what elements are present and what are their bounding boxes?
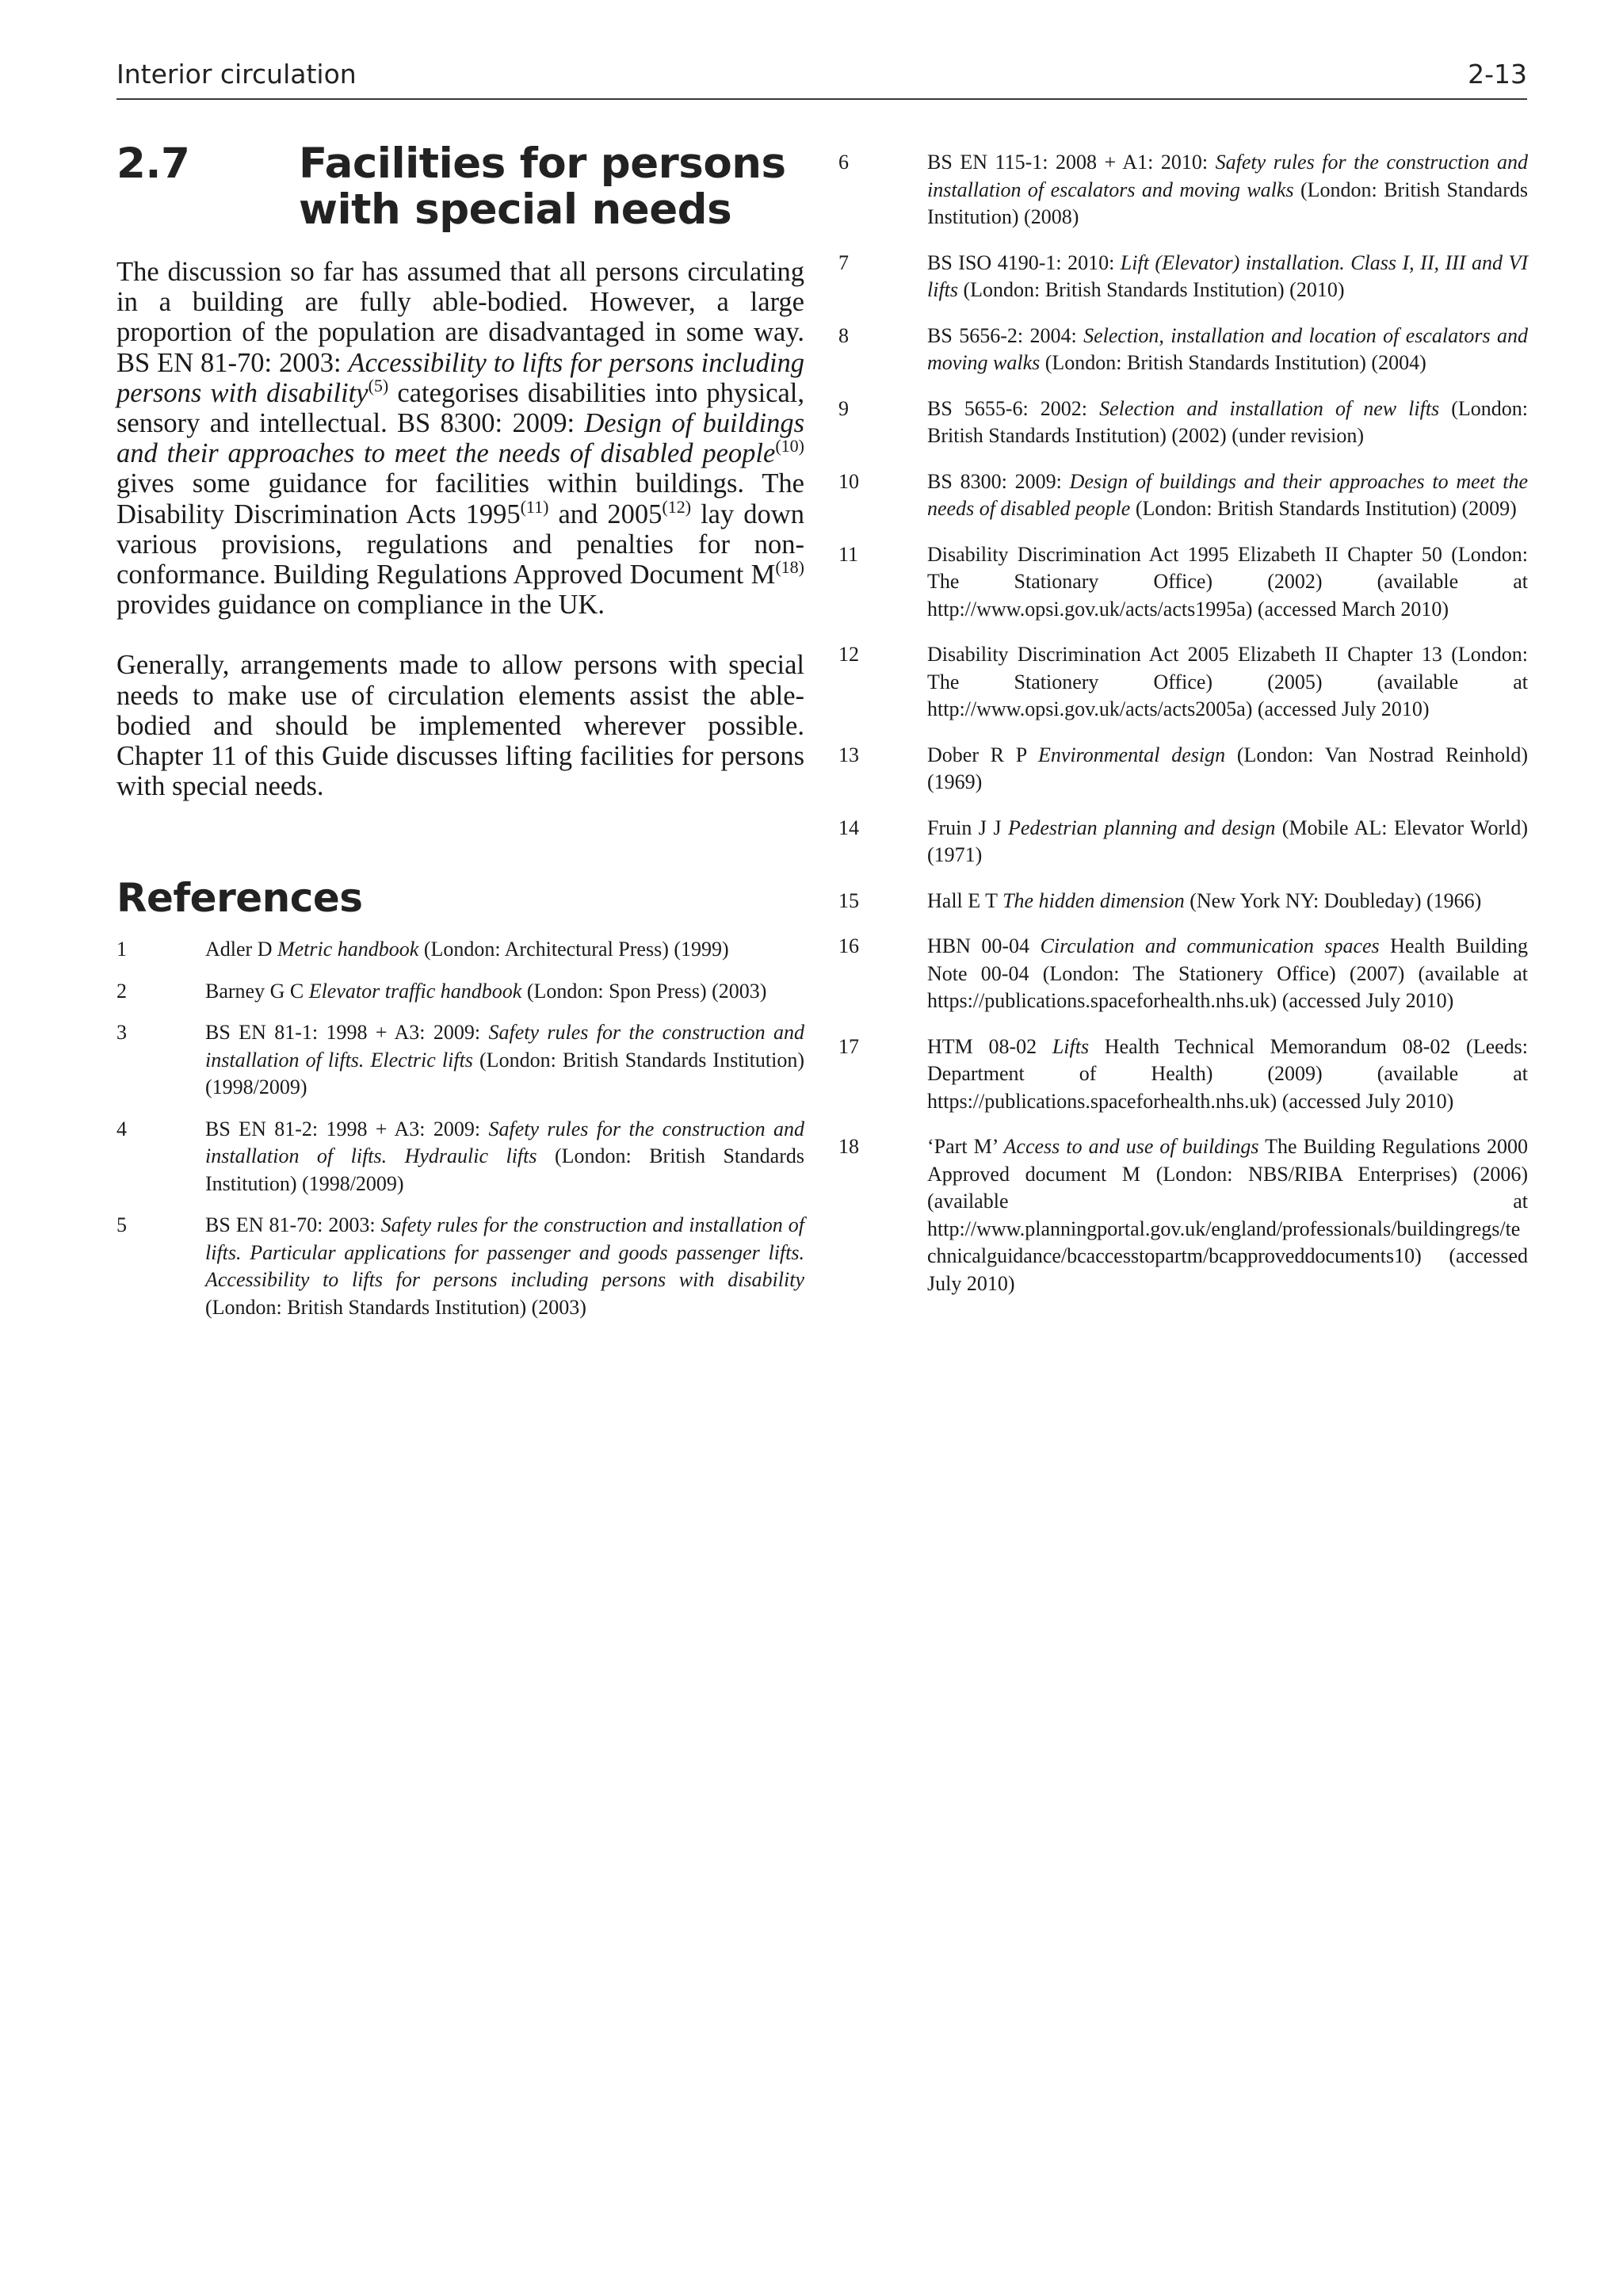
reference-text <box>927 250 1528 304</box>
text-run: BS EN 81-2: 1998 + A3: 2009: <box>205 1117 489 1140</box>
reference-text <box>927 1133 1528 1297</box>
italic-title: Metric handbook <box>277 938 419 961</box>
reference-item <box>116 936 804 964</box>
text-run: gives some guidance for facilities within buildings. The Disability Discrimination Acts 1995 <box>116 468 804 529</box>
text-run: BS 8300: 2009: <box>927 469 1070 493</box>
text-run: BS 5655-6: 2002: <box>927 396 1100 420</box>
section-title: Facilities for persons with special needs <box>299 139 786 234</box>
italic-title: Accessibility to lifts for persons including persons with disability <box>116 347 804 408</box>
reference-number: 17 <box>838 1034 859 1058</box>
reference-number: 15 <box>838 888 859 912</box>
text-run: (London: British Standards Institution) (2008) <box>927 178 1528 228</box>
italic-title: Lift (Elevator) installation. Class I, II, III and VI lifts <box>927 250 1528 301</box>
text-run: Generally, arrangements made to allow persons with special needs to make use of circulation elements assist the able-bodied and should be implemented wherever possible. Chapter 11 of this Guide discusses lifting facilities for persons with special needs. <box>116 650 804 802</box>
text-run: BS EN 81-70: 2003: <box>205 1213 381 1237</box>
italic-title: Safety rules for the construction and installation of lifts. Hydraulic lifts <box>205 1117 804 1168</box>
italic-title: Design of buildings and their approaches to meet the needs of disabled people <box>927 469 1529 520</box>
reference-number: 5 <box>116 1213 127 1237</box>
text-run: and 2005 <box>548 499 663 529</box>
citation-superscript: (12) <box>662 496 692 517</box>
italic-title: Selection and installation of new lifts <box>1099 396 1440 420</box>
reference-item <box>838 742 1528 797</box>
reference-text <box>927 1033 1528 1116</box>
reference-item <box>838 149 1528 231</box>
text-run: The discussion so far has assumed that all persons circulating in a building are fully able-bodied. However, a large proportion of the population are disadvantaged in some way. BS EN 81-70: 2003: <box>116 257 804 378</box>
text-run: Dober R P <box>927 743 1038 766</box>
reference-text <box>927 742 1528 797</box>
reference-number: 2 <box>116 979 127 1003</box>
reference-item <box>838 323 1528 377</box>
body-paragraph <box>116 650 804 801</box>
running-head <box>116 57 1527 100</box>
text-run: (London: Van Nostrad Reinhold) (1969) <box>927 743 1528 793</box>
text-run: Adler D <box>205 938 277 961</box>
text-run: Barney G C <box>205 979 309 1003</box>
reference-text <box>927 541 1528 624</box>
citation-superscript: (11) <box>520 496 549 517</box>
reference-number: 7 <box>838 250 849 274</box>
reference-item <box>838 641 1528 724</box>
text-run: (London: British Standards Institution) (2002) (under revision) <box>927 396 1528 447</box>
reference-text <box>205 936 804 964</box>
reference-number: 18 <box>838 1135 859 1158</box>
reference-text <box>205 1212 804 1321</box>
reference-list-right <box>838 149 1528 1297</box>
page-number: 2-13 <box>1468 59 1527 90</box>
reference-item <box>838 541 1528 624</box>
reference-number: 12 <box>838 643 859 666</box>
text-run: HBN 00-04 <box>927 934 1041 957</box>
text-run: (London: British Standards Institution) (1998/2009) <box>205 1048 804 1099</box>
text-run: (London: British Standards Institution) (1998/2009) <box>205 1144 804 1195</box>
reference-item <box>838 888 1528 915</box>
reference-text <box>927 468 1528 523</box>
reference-text <box>927 323 1528 377</box>
text-run: HTM 08-02 <box>927 1034 1052 1058</box>
text-run: Disability Discrimination Act 2005 Elizabeth II Chapter 13 (London: The Stationery Office) (2005) (available at http://www.opsi.gov.uk/acts/acts2005a) (accessed July 2010) <box>927 643 1528 720</box>
italic-title: Access to and use of buildings <box>1003 1135 1259 1158</box>
reference-number: 8 <box>838 323 849 347</box>
reference-list-left <box>116 936 804 1321</box>
reference-text <box>927 888 1528 915</box>
right-column <box>838 149 1528 1316</box>
section-number: 2.7 <box>116 139 190 188</box>
text-run: (London: British Standards Institution) (2003) <box>205 1295 586 1319</box>
reference-item <box>838 1133 1528 1297</box>
references-heading: References <box>116 875 363 922</box>
reference-item <box>838 250 1528 304</box>
reference-text <box>927 395 1528 450</box>
italic-title: Lifts <box>1052 1034 1090 1058</box>
text-run: BS EN 115-1: 2008 + A1: 2010: <box>927 151 1216 174</box>
body-paragraph <box>116 257 804 620</box>
reference-item <box>838 468 1528 523</box>
reference-text <box>205 1019 804 1102</box>
text-run: BS EN 81-1: 1998 + A3: 2009: <box>205 1021 489 1045</box>
italic-title: Safety rules for the construction and installation of lifts. Particular applications for passenger and goods passenger lifts. Accessibility to lifts for persons including persons with disability <box>205 1213 804 1292</box>
reference-number: 14 <box>838 816 859 839</box>
reference-item <box>116 978 804 1006</box>
italic-title: Safety rules for the construction and installation of escalators and moving walks <box>927 151 1528 201</box>
text-run: (Mobile AL: Elevator World) (1971) <box>927 816 1529 866</box>
reference-number: 16 <box>838 934 859 957</box>
text-run: (London: Spon Press) (2003) <box>521 979 767 1003</box>
reference-number: 4 <box>116 1117 127 1140</box>
reference-number: 10 <box>838 469 859 493</box>
text-run: Health Technical Memorandum 08-02 (Leeds: Department of Health) (2009) (available at https://publications.spaceforhealth.nhs.uk) (accessed July 2010) <box>927 1034 1528 1113</box>
reference-text <box>927 815 1528 869</box>
reference-item <box>838 1033 1528 1116</box>
reference-item <box>838 395 1528 450</box>
reference-number: 1 <box>116 938 127 961</box>
reference-text <box>927 149 1528 231</box>
text-run: categorises disabilities into physical, sensory and intellectual. BS 8300: 2009: <box>116 377 804 439</box>
reference-number: 6 <box>838 151 849 174</box>
text-run: The Building Regulations 2000 Approved document M (London: NBS/RIBA Enterprises) (2006) (available at http://www.planningportal.gov.uk/england/professionals/buildingregs/technicalguidance/bcaccesstopartm/bcapproveddocuments10) (accessed July 2010) <box>927 1135 1528 1295</box>
italic-title: Safety rules for the construction and installation of lifts. Electric lifts <box>205 1021 804 1072</box>
text-run: BS 5656-2: 2004: <box>927 323 1084 347</box>
reference-text <box>205 978 804 1006</box>
citation-superscript: (5) <box>368 375 389 395</box>
reference-number: 13 <box>838 743 859 766</box>
text-run: (New York NY: Doubleday) (1966) <box>1184 888 1482 912</box>
reference-text <box>927 933 1528 1015</box>
reference-item <box>838 933 1528 1015</box>
text-run: Health Building Note 00-04 (London: The Stationery Office) (2007) (available at https://publications.spaceforhealth.nhs.uk) (accessed July 2010) <box>927 934 1528 1012</box>
reference-text <box>927 641 1528 724</box>
italic-title: Circulation and communication spaces <box>1040 934 1380 957</box>
section-heading <box>116 141 804 233</box>
reference-item <box>838 815 1528 869</box>
text-run: (London: Architectural Press) (1999) <box>418 938 729 961</box>
reference-number: 3 <box>116 1021 127 1045</box>
italic-title: Selection, installation and location of escalators and moving walks <box>927 323 1528 374</box>
text-run: (London: British Standards Institution) (2010) <box>958 278 1345 301</box>
reference-item <box>116 1116 804 1198</box>
italic-title: Design of buildings and their approaches to meet the needs of disabled people <box>116 408 804 469</box>
citation-superscript: (18) <box>775 557 804 578</box>
reference-item <box>116 1019 804 1102</box>
text-run: (London: British Standards Institution) (2009) <box>1130 497 1517 520</box>
italic-title: Pedestrian planning and design <box>1007 816 1276 839</box>
text-run: Hall E T <box>927 888 1003 912</box>
italic-title: Environmental design <box>1037 743 1226 766</box>
reference-item <box>116 1212 804 1321</box>
text-run: Disability Discrimination Act 1995 Elizabeth II Chapter 50 (London: The Stationary Office) (2002) (available at http://www.opsi.gov.uk/acts/acts1995a) (accessed March 2010) <box>927 542 1528 621</box>
left-column <box>116 141 804 1335</box>
italic-title: Elevator traffic handbook <box>308 979 522 1003</box>
citation-superscript: (10) <box>775 436 804 457</box>
reference-text <box>205 1116 804 1198</box>
text-run: ‘Part M’ <box>927 1135 1004 1158</box>
italic-title: The hidden dimension <box>1002 888 1185 912</box>
text-run: provides guidance on compliance in the UK. <box>116 590 605 621</box>
running-head-title: Interior circulation <box>116 59 357 90</box>
text-run: lay down various provisions, regulations and penalties for non-conformance. Building Regulations Approved Document M <box>116 499 804 590</box>
reference-number: 9 <box>838 396 849 420</box>
text-run: BS ISO 4190-1: 2010: <box>927 250 1121 274</box>
text-run: (London: British Standards Institution) (2004) <box>1040 351 1426 374</box>
text-run: Fruin J J <box>927 816 1008 839</box>
reference-number: 11 <box>838 542 859 566</box>
